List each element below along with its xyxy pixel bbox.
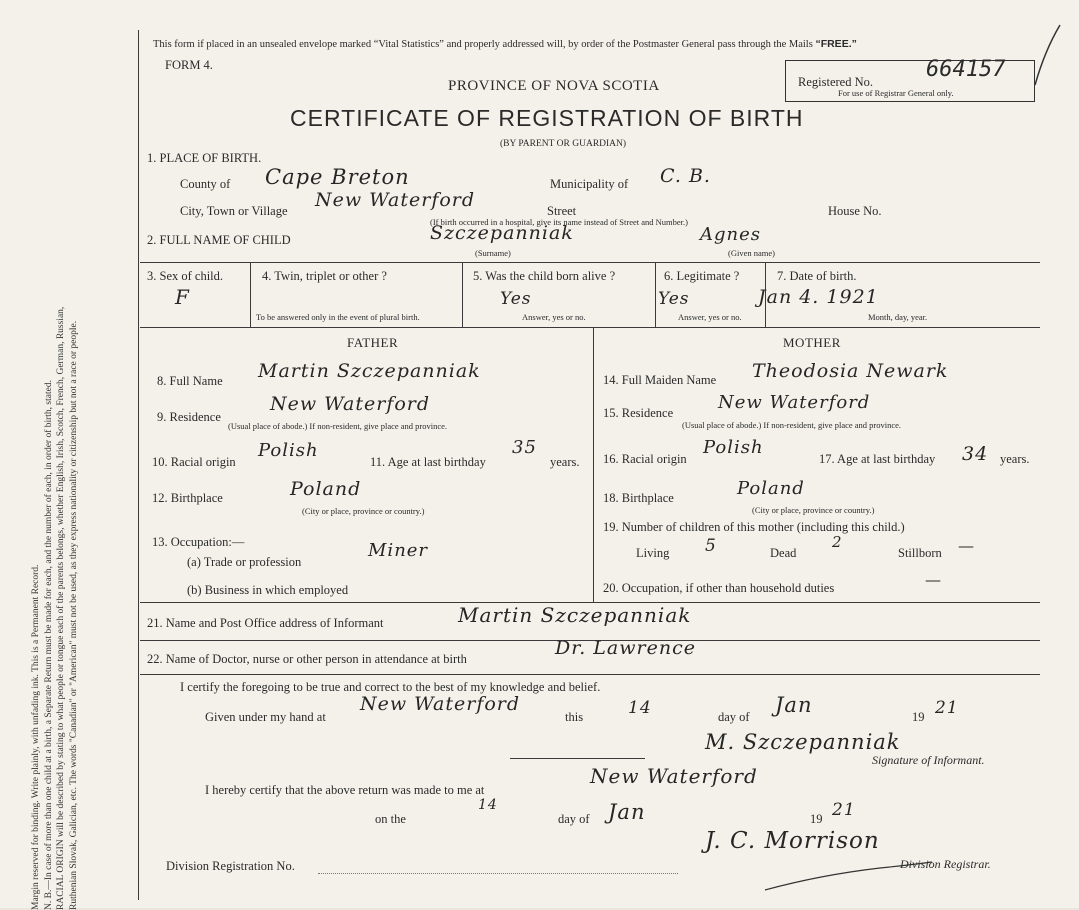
sig-rule-left [510,758,645,759]
father-age-label: 11. Age at last birthday [370,455,486,469]
street-label: Street [547,204,577,218]
mother-birthplace-label: 18. Birthplace [603,491,674,505]
mother-birthplace: Poland [737,478,805,499]
mother-residence: New Waterford [718,392,871,413]
given-day: 14 [628,698,652,718]
given-year: 21 [935,698,959,718]
informant-value: Martin Szczepanniak [458,603,692,627]
certificate-subtitle: (BY PARENT OR GUARDIAN) [500,139,627,149]
alive-note: Answer, yes or no. [522,312,586,322]
children-count-label: 19. Number of children of this mother (including this child.) [603,520,905,534]
father-birthplace: Poland [290,478,362,500]
father-racial-label: 10. Racial origin [152,455,236,469]
father-heading: FATHER [347,335,399,350]
living-label: Living [636,546,670,560]
mother-age: 34 [962,443,989,465]
margin-note-2: N. B.—In case of more than one child at a birth, a Separate Return must be made for each, and the number of each, in order of birth, stated. [43,380,54,910]
legitimate-value: Yes [658,289,690,309]
registered-number: 664157 [926,57,1006,82]
mother-residence-note: (Usual place of abode.) If non-resident, give place and province. [682,420,902,430]
place-of-birth-heading: 1. PLACE OF BIRTH. [147,151,262,165]
year-prefix: 19 [912,710,925,724]
trade-value: Miner [368,540,429,561]
margin-note-1: Margin reserved for binding. Write plainly, with unfading ink. This is a Permanent Record. [31,564,41,910]
father-years: years. [550,455,580,469]
father-birthplace-label: 12. Birthplace [152,491,223,505]
mother-occupation: — [925,570,942,589]
mother-heading: MOTHER [783,335,841,350]
dob-label: 7. Date of birth. [777,269,857,283]
margin-note-3: RACIAL ORIGIN will be described by stating to what people or tongue each of the parents belongs, whether English, Irish, Scotch, French, German, Russian, [56,306,66,910]
stillborn-value: — [958,536,975,555]
child-name-label: 2. FULL NAME OF CHILD [147,233,291,247]
trade-label: (a) Trade or profession [187,555,302,569]
registration-day: 14 [478,797,498,813]
sex-value: F [175,285,190,309]
father-name: Martin Szczepanniak [258,360,481,382]
mother-birthplace-note: (City or place, province or country.) [752,505,875,515]
city-label: City, Town or Village [180,204,288,218]
mother-age-label: 17. Age at last birthday [819,452,936,466]
legitimate-note: Answer, yes or no. [678,312,742,322]
alive-value: Yes [500,289,532,309]
margin-note-4: Ruthenian Slovak, Galician, etc. The words "Canadian" or "American" must not be used, as they express nationality or citizenship but not a race or people. [68,320,79,910]
county-value: Cape Breton [265,165,410,189]
registrar-signature: J. C. Morrison [705,828,880,854]
province-heading: PROVINCE OF NOVA SCOTIA [448,78,660,94]
registered-number-box [785,57,1035,102]
mother-occupation-label: 20. Occupation, if other than household duties [603,581,835,595]
mother-racial-label: 16. Racial origin [603,452,687,466]
father-racial: Polish [258,440,319,461]
city-value: New Waterford [315,189,476,211]
division-registrar-label: Division Registrar. [900,857,991,871]
municipality-label: Municipality of [550,177,629,191]
margin-notes [30,50,80,910]
day-of-label-2: day of [558,812,590,826]
day-of-label: day of [718,710,750,724]
stillborn-label: Stillborn [898,546,942,560]
division-registration-label: Division Registration No. [166,859,295,873]
registration-year: 21 [832,800,856,820]
mother-name: Theodosia Newark [752,360,949,382]
row3-divider [655,262,656,327]
mother-residence-label: 15. Residence [603,406,674,420]
father-age: 35 [512,437,537,458]
registrar-note: For use of Registrar General only. [838,88,954,98]
row3-divider [462,262,463,327]
margin-rule [138,30,139,900]
this-label: this [565,710,584,724]
twin-note: To be answered only in the event of plural birth. [256,312,420,322]
informant-label: 21. Name and Post Office address of Informant [147,616,384,630]
doctor-label: 22. Name of Doctor, nurse or other person in attendance at birth [147,652,467,666]
doctor-value: Dr. Lawrence [555,637,696,659]
row3-divider [250,262,251,327]
informant-signature: M. Szczepanniak [705,730,901,754]
business-label: (b) Business in which employed [187,583,349,597]
mail-notice: This form if placed in an unsealed envelope marked “Vital Statistics” and properly addressed will, by order of the Postmaster General pass through the Mails “FREE.” [153,38,857,50]
dead-value: 2 [832,533,843,551]
given-name-note: (Given name) [728,248,775,258]
sex-label: 3. Sex of child. [147,269,224,283]
registration-month: Jan [608,800,646,824]
house-label: House No. [828,204,882,218]
row3-top-rule [140,262,1040,263]
given-label: Given under my hand at [205,710,326,724]
dob-value: Jan 4. 1921 [758,286,879,308]
county-label: County of [180,177,231,191]
father-residence: New Waterford [270,393,431,415]
father-residence-label: 9. Residence [157,410,221,424]
dob-note: Month, day, year. [868,312,928,322]
on-the-label: on the [375,812,406,826]
year-prefix-2: 19 [810,812,823,826]
check-mark-icon [1025,20,1065,90]
certify-statement: I certify the foregoing to be true and correct to the best of my knowledge and belief. [180,680,601,694]
living-value: 5 [705,536,717,556]
given-month: Jan [775,693,813,717]
parents-divider [593,327,594,602]
alive-label: 5. Was the child born alive ? [473,269,616,283]
certificate-title: CERTIFICATE OF REGISTRATION OF BIRTH [290,105,804,131]
street-note: (If birth occurred in a hospital, give its name instead of Street and Number.) [430,217,688,227]
father-occupation-label: 13. Occupation:— [152,535,245,549]
informant-signature-label: Signature of Informant. [872,753,985,767]
legitimate-label: 6. Legitimate ? [664,269,740,283]
twin-label: 4. Twin, triplet or other ? [262,269,387,283]
father-birthplace-note: (City or place, province or country.) [302,506,425,516]
hereby-statement: I hereby certify that the above return was made to me at [205,783,485,797]
made-at-place: New Waterford [590,764,758,788]
doctor-rule [140,674,1040,675]
registrar-flourish-icon [760,860,940,900]
municipality-value: C. B. [660,165,711,187]
row3-bottom-rule [140,327,1040,328]
given-place: New Waterford [360,693,521,715]
division-registration-line [318,873,678,874]
mother-years: years. [1000,452,1030,466]
form-number: FORM 4. [165,58,213,72]
mother-name-label: 14. Full Maiden Name [603,373,717,387]
father-name-label: 8. Full Name [157,374,223,388]
child-given-name: Agnes [700,224,762,245]
mother-racial: Polish [703,437,764,458]
father-residence-note: (Usual place of abode.) If non-resident, give place and province. [228,421,448,431]
dead-label: Dead [770,546,797,560]
surname-note: (Surname) [475,248,511,258]
child-surname: Szczepanniak [430,222,574,244]
registered-label: Registered No. [798,75,873,89]
